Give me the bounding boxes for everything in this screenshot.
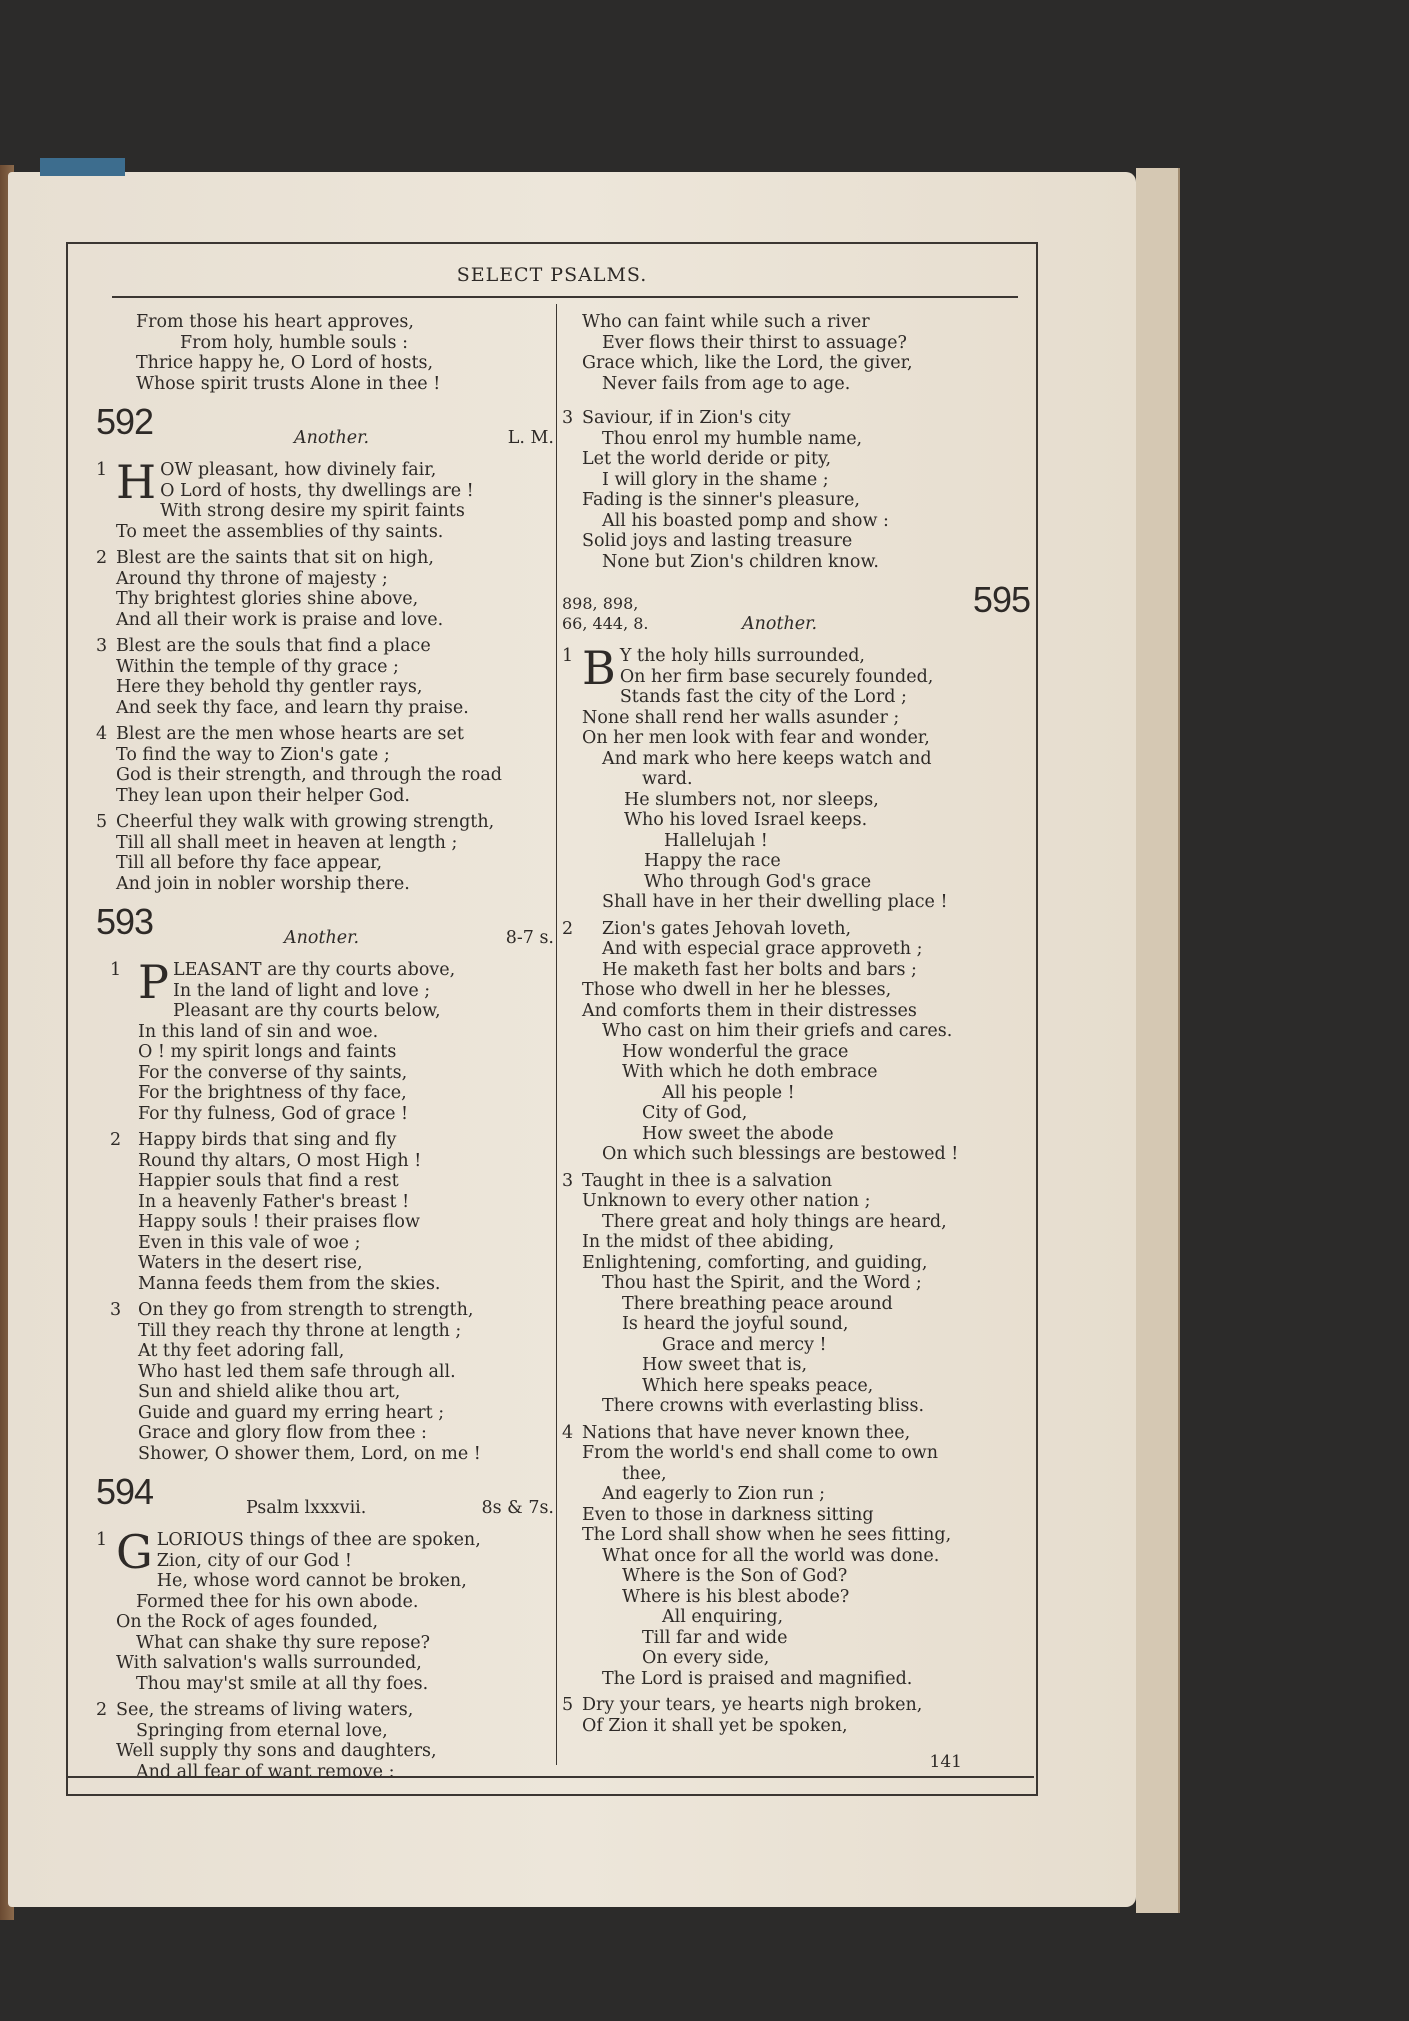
text-line: Where is his blest abode? bbox=[622, 1586, 850, 1607]
text-line: Springing from eternal love, bbox=[136, 1720, 388, 1741]
text-line: At thy feet adoring fall, bbox=[138, 1341, 345, 1361]
text-line: In this land of sin and woe. bbox=[138, 1021, 379, 1042]
hymn-number: 595 bbox=[972, 579, 1030, 620]
text-line: There breathing peace around bbox=[622, 1293, 893, 1314]
hymn-595-verse-5 bbox=[562, 1695, 1030, 1736]
hymn-number: 593 bbox=[96, 901, 154, 942]
text-line: And seek thy face, and learn thy praise. bbox=[116, 697, 469, 718]
text-line: In the land of light and love ; bbox=[172, 980, 431, 1001]
text-line: They lean upon their helper God. bbox=[116, 785, 410, 806]
text-line: In the midst of thee abiding, bbox=[582, 1232, 835, 1252]
text-line: Never fails from age to age. bbox=[602, 373, 851, 394]
text-line: Thou hast the Spirit, and the Word ; bbox=[602, 1273, 922, 1293]
right-intro bbox=[562, 312, 1030, 394]
text-line: Y the holy hills surrounded, bbox=[619, 646, 865, 666]
text-line: Who hast led them safe through all. bbox=[138, 1361, 456, 1382]
text-line: And join in nobler worship there. bbox=[116, 873, 410, 894]
text-line: On her men look with fear and wonder, bbox=[582, 728, 930, 748]
text-line: Guide and guard my erring heart ; bbox=[138, 1402, 445, 1423]
text-line: On every side, bbox=[642, 1648, 770, 1668]
text-line: With salvation's walls surrounded, bbox=[116, 1653, 422, 1673]
text-line: All his people ! bbox=[662, 1082, 795, 1103]
text-line: Saviour, if in Zion's city bbox=[582, 408, 791, 428]
text-line: Pleasant are thy courts below, bbox=[172, 1001, 441, 1021]
text-line: For the converse of thy saints, bbox=[138, 1062, 408, 1083]
bottom-rule bbox=[68, 1776, 1034, 1778]
drop-cap: B bbox=[582, 641, 616, 695]
verse-number: 1 bbox=[96, 1530, 108, 1550]
hymn-594-verse-2 bbox=[96, 1700, 554, 1782]
text-line: Let the world deride or pity, bbox=[582, 449, 832, 469]
hymn-594-verse-3 bbox=[562, 408, 1030, 572]
head-rule bbox=[112, 296, 1018, 298]
text-line: Whose spirit trusts Alone in thee ! bbox=[136, 373, 441, 394]
text-line: Manna feeds them from the skies. bbox=[138, 1273, 441, 1294]
meter: 66, 444, 8. bbox=[562, 614, 649, 633]
text-line: Even in this vale of woe ; bbox=[138, 1232, 361, 1253]
text-line: With strong desire my spirit faints bbox=[160, 501, 465, 521]
text-line: thee, bbox=[622, 1463, 667, 1484]
page-edge bbox=[1164, 168, 1180, 1913]
text-line: For the brightness of thy face, bbox=[138, 1083, 407, 1103]
text-line: Those who dwell in her he blesses, bbox=[582, 980, 892, 1000]
text-line: Stands fast the city of the Lord ; bbox=[619, 687, 907, 707]
text-line: On they go from strength to strength, bbox=[138, 1300, 474, 1320]
column-divider bbox=[556, 304, 557, 1765]
text-line: Happy the race bbox=[644, 851, 781, 871]
text-line: Shall have in her their dwelling place ! bbox=[602, 892, 948, 912]
text-line: O Lord of hosts, thy dwellings are ! bbox=[160, 480, 474, 501]
text-line: Thou enrol my humble name, bbox=[602, 428, 863, 449]
text-line: Happy birds that sing and fly bbox=[138, 1130, 397, 1150]
verse-number: 2 bbox=[110, 1130, 122, 1150]
text-line: All enquiring, bbox=[662, 1607, 784, 1627]
meter: 898, 898, bbox=[562, 594, 639, 613]
left-intro bbox=[96, 312, 554, 394]
text-line: Waters in the desert rise, bbox=[138, 1253, 363, 1273]
text-line: Fading is the sinner's pleasure, bbox=[582, 490, 860, 510]
text-line: LEASANT are thy courts above, bbox=[172, 960, 456, 980]
verse-number: 3 bbox=[96, 636, 108, 656]
tune-name: Another. bbox=[284, 928, 360, 948]
text-line: Blest are the saints that sit on high, bbox=[116, 548, 434, 568]
drop-cap: G bbox=[116, 1525, 153, 1579]
text-line: For thy fulness, God of grace ! bbox=[138, 1103, 409, 1124]
text-line: See, the streams of living waters, bbox=[116, 1700, 414, 1720]
text-line: He slumbers not, nor sleeps, bbox=[624, 789, 879, 810]
text-line: Where is the Son of God? bbox=[622, 1566, 848, 1586]
text-line: In a heavenly Father's breast ! bbox=[138, 1191, 410, 1212]
hymn-595-verse-2 bbox=[562, 919, 1030, 1165]
drop-cap: H bbox=[116, 455, 157, 509]
text-line: The Lord shall show when he sees fitting, bbox=[582, 1525, 952, 1545]
text-line: And all their work is praise and love. bbox=[116, 609, 444, 630]
right-column bbox=[562, 312, 1030, 1736]
page-number: 141 bbox=[929, 1752, 962, 1772]
text-line: From holy, humble souls : bbox=[180, 332, 408, 353]
text-line: There crowns with everlasting bliss. bbox=[602, 1396, 925, 1416]
text-line: There great and holy things are heard, bbox=[602, 1211, 947, 1232]
text-line: Nations that have never known thee, bbox=[582, 1422, 911, 1443]
text-line: Who cast on him their griefs and cares. bbox=[602, 1021, 953, 1041]
text-line: I will glory in the shame ; bbox=[602, 469, 829, 490]
text-line: Sun and shield alike thou art, bbox=[138, 1382, 401, 1402]
text-line: Grace and mercy ! bbox=[662, 1334, 827, 1355]
text-line: Enlightening, comforting, and guiding, bbox=[582, 1252, 928, 1273]
text-line: God is their strength, and through the road bbox=[116, 765, 502, 785]
text-line: Zion's gates Jehovah loveth, bbox=[602, 918, 852, 939]
meter: L. M. bbox=[507, 428, 554, 448]
hymn-592-verse-4 bbox=[96, 724, 554, 806]
text-line: Thou may'st smile at all thy foes. bbox=[136, 1673, 429, 1694]
hymn-592-verse-3 bbox=[96, 636, 554, 718]
text-line: How sweet that is, bbox=[642, 1355, 808, 1375]
text-line: All his boasted pomp and show : bbox=[602, 510, 889, 531]
hymn-592-header bbox=[96, 401, 554, 454]
text-line: Till far and wide bbox=[642, 1627, 788, 1648]
text-line: Blest are the souls that find a place bbox=[116, 636, 431, 656]
text-line: None but Zion's children know. bbox=[602, 551, 879, 572]
text-frame bbox=[66, 242, 1038, 1796]
text-line: To meet the assemblies of thy saints. bbox=[116, 521, 444, 542]
verse-number: 2 bbox=[562, 918, 574, 939]
hymn-593-header bbox=[96, 901, 554, 954]
text-line: Grace and glory flow from thee : bbox=[138, 1423, 427, 1443]
verse-number: 3 bbox=[110, 1300, 122, 1320]
text-line: Which here speaks peace, bbox=[642, 1375, 874, 1396]
meter: 8s & 7s. bbox=[481, 1498, 554, 1518]
text-line: O ! my spirit longs and faints bbox=[138, 1042, 397, 1062]
verse-number: 5 bbox=[96, 812, 108, 832]
text-line: Cheerful they walk with growing strength, bbox=[116, 812, 495, 832]
text-line: How wonderful the grace bbox=[622, 1041, 849, 1062]
text-line: Taught in thee is a salvation bbox=[582, 1170, 832, 1191]
text-line: None shall rend her walls asunder ; bbox=[582, 707, 900, 728]
verse-number: 2 bbox=[96, 548, 108, 568]
verse-number: 1 bbox=[110, 960, 122, 980]
text-line: What once for all the world was done. bbox=[602, 1545, 940, 1566]
hymn-number: 592 bbox=[96, 401, 154, 442]
text-line: On the Rock of ages founded, bbox=[116, 1612, 379, 1632]
verse-number: 2 bbox=[96, 1700, 108, 1720]
text-line: Zion, city of our God ! bbox=[156, 1550, 352, 1571]
text-line: Till all shall meet in heaven at length ; bbox=[116, 832, 458, 853]
text-line: Round thy altars, O most High ! bbox=[138, 1150, 422, 1171]
text-line: Who his loved Israel keeps. bbox=[624, 810, 868, 830]
hymn-595-header bbox=[562, 579, 1030, 640]
verse-number: 4 bbox=[562, 1422, 574, 1443]
text-line: OW pleasant, how divinely fair, bbox=[160, 460, 437, 480]
text-line: To find the way to Zion's gate ; bbox=[116, 744, 390, 765]
text-line: And all fear of want remove : bbox=[136, 1761, 395, 1782]
text-line: And eagerly to Zion run ; bbox=[602, 1484, 826, 1504]
text-line: Till they reach thy throne at length ; bbox=[138, 1320, 462, 1341]
text-line: Hallelujah ! bbox=[664, 830, 768, 851]
text-line: And mark who here keeps watch and bbox=[602, 748, 932, 769]
text-line: Happier souls that find a rest bbox=[138, 1171, 399, 1191]
text-line: With which he doth embrace bbox=[622, 1062, 878, 1082]
text-line: City of God, bbox=[642, 1103, 748, 1123]
tune-name: Psalm lxxxvii. bbox=[246, 1498, 367, 1518]
meter: 8-7 s. bbox=[505, 928, 554, 948]
text-line: Formed thee for his own abode. bbox=[136, 1591, 419, 1612]
tune-name: Another. bbox=[742, 614, 818, 634]
hymn-594-verse-1 bbox=[96, 1525, 554, 1694]
left-column bbox=[96, 312, 554, 1782]
text-line: From those his heart approves, bbox=[136, 312, 414, 332]
hymn-592-verse-2 bbox=[96, 548, 554, 630]
text-line: On her firm base securely founded, bbox=[619, 666, 934, 687]
hymn-595-verse-4 bbox=[562, 1423, 1030, 1690]
verse-number: 1 bbox=[562, 646, 574, 666]
text-line: LORIOUS things of thee are spoken, bbox=[156, 1530, 481, 1550]
text-line: ward. bbox=[642, 769, 693, 789]
text-line: He, whose word cannot be broken, bbox=[156, 1571, 467, 1591]
text-line: Here they behold thy gentler rays, bbox=[116, 677, 423, 697]
text-line: Grace which, like the Lord, the giver, bbox=[582, 353, 913, 373]
text-line: And comforts them in their distresses bbox=[582, 1000, 917, 1021]
text-line: Thrice happy he, O Lord of hosts, bbox=[136, 353, 434, 373]
text-line: From the world's end shall come to own bbox=[582, 1443, 939, 1463]
text-line: Thy brightest glories shine above, bbox=[116, 589, 419, 609]
text-line: Even to those in darkness sitting bbox=[582, 1504, 874, 1525]
verse-number: 5 bbox=[562, 1695, 574, 1715]
text-line: Is heard the joyful sound, bbox=[622, 1314, 849, 1334]
text-line: Who can faint while such a river bbox=[582, 312, 870, 332]
verse-number: 4 bbox=[96, 724, 108, 744]
text-line: Dry your tears, ye hearts nigh broken, bbox=[582, 1695, 923, 1715]
verse-number: 3 bbox=[562, 1170, 574, 1191]
hymn-number: 594 bbox=[96, 1471, 154, 1512]
hymn-595-verse-1 bbox=[562, 641, 1030, 913]
hymn-592-verse-1 bbox=[96, 455, 554, 542]
text-line: Happy souls ! their praises flow bbox=[138, 1212, 420, 1232]
verse-number: 1 bbox=[96, 460, 108, 480]
running-head: SELECT PSALMS. bbox=[456, 264, 648, 286]
hymn-595-verse-3 bbox=[562, 1171, 1030, 1417]
text-line: Unknown to every other nation ; bbox=[582, 1191, 871, 1211]
hymn-593-verse-2 bbox=[96, 1130, 554, 1294]
text-line: Till all before thy face appear, bbox=[116, 853, 383, 873]
hymn-592-verse-5 bbox=[96, 812, 554, 894]
tune-name: Another. bbox=[294, 428, 370, 448]
text-line: Ever flows their thirst to assuage? bbox=[602, 332, 907, 353]
hymn-593-verse-3 bbox=[96, 1300, 554, 1464]
text-line: He maketh fast her bolts and bars ; bbox=[602, 959, 917, 980]
text-line: Around thy throne of majesty ; bbox=[116, 568, 388, 589]
drop-cap: P bbox=[138, 955, 169, 1009]
text-line: What can shake thy sure repose? bbox=[136, 1632, 431, 1653]
hymn-594-header bbox=[96, 1471, 554, 1524]
text-line: On which such blessings are bestowed ! bbox=[602, 1144, 959, 1164]
text-line: And with especial grace approveth ; bbox=[602, 939, 923, 959]
verse-number: 3 bbox=[562, 408, 574, 428]
text-line: Within the temple of thy grace ; bbox=[116, 656, 399, 677]
bookmark-ribbon bbox=[40, 158, 125, 176]
text-line: How sweet the abode bbox=[642, 1123, 834, 1144]
text-line: The Lord is praised and magnified. bbox=[602, 1668, 913, 1689]
text-line: Solid joys and lasting treasure bbox=[582, 531, 853, 551]
hymn-593-verse-1 bbox=[96, 955, 554, 1124]
text-line: Well supply thy sons and daughters, bbox=[116, 1741, 437, 1761]
text-line: Of Zion it shall yet be spoken, bbox=[582, 1715, 848, 1736]
text-line: Who through God's grace bbox=[644, 871, 872, 892]
text-line: Shower, O shower them, Lord, on me ! bbox=[138, 1443, 481, 1464]
text-line: Blest are the men whose hearts are set bbox=[116, 724, 464, 744]
